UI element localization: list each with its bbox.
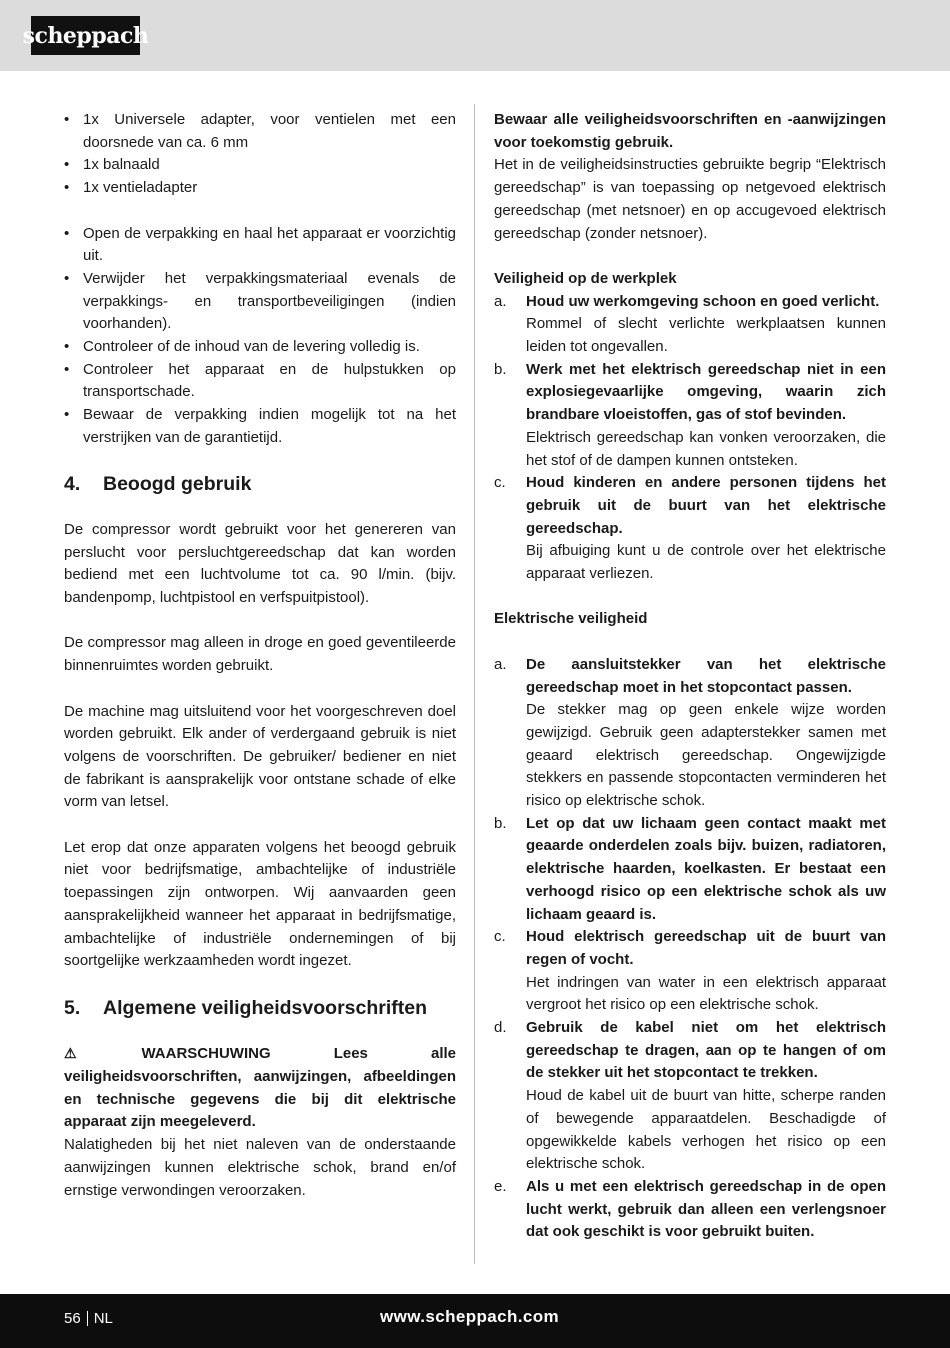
list-item: • 1x ventieladapter — [64, 177, 456, 200]
item-letter: c. — [494, 928, 506, 946]
section-5-heading — [64, 996, 456, 1020]
list-item: • Controleer het apparaat en de hulpstukken op transportschade. — [64, 359, 456, 404]
item-letter: a. — [494, 655, 507, 673]
separator — [87, 1311, 88, 1326]
item-bold: Werk met het elektrisch gereedschap niet in een explosiegevaarlijke omgeving, waarin zich brandbare vloeistoffen, gas of stof bevinden. — [526, 360, 886, 424]
section-4-heading — [64, 472, 456, 496]
page-header — [0, 0, 950, 71]
list-item: • Verwijder het verpakkingsmateriaal evenals de verpakkings- en transportbeveiligingen (indien voorhanden). — [64, 268, 456, 336]
paragraph: De machine mag uitsluitend voor het voorgeschreven doel worden gebruikt. Elk ander of verdergaand gebruik is niet volgens de voorschriften. De gebruiker/ bediener en niet de fabrikant is aansprakelijk voor ontstane schade of elke vorm van letsel. — [64, 702, 456, 811]
list-item — [494, 359, 886, 473]
list-item: • 1x Universele adapter, voor ventielen met een doorsnede van ca. 6 mm — [64, 109, 456, 154]
item-bold: Gebruik de kabel niet om het elektrisch gereedschap te dragen, aan op te hangen of om de stekker uit het stopcontact te trekken. — [526, 1019, 886, 1082]
item-text: De stekker mag op geen enkele wijze worden gewijzigd. Gebruik geen adapterstekker samen met geaard elektrisch gereedschap. Ongewijzigde stekkers en passende stopcontacten verminderen het risico op elektrische schok. — [526, 701, 886, 810]
column-divider — [474, 104, 475, 1264]
paragraph: De compressor wordt gebruikt voor het genereren van perslucht voor persluchtgereedschap dat kan worden bediend met een luchtvolume tot ca. 90 l/min. (bijv. bandenpomp, luchtpistool en verfspuitpistool). — [64, 520, 456, 607]
item-bold: De aansluitstekker van het elektrische gereedschap moet in het stopcontact passen. — [526, 655, 886, 696]
item-bold: Let op dat uw lichaam geen contact maakt met geaarde onderdelen zoals bijv. buizen, radiatoren, elektrische haarden, koelkasten. Er bestaat een verhoogd risico op een elektrische schok als uw lichaam geaard is. — [526, 814, 886, 923]
item-letter: c. — [494, 474, 506, 492]
list-item — [494, 291, 886, 359]
item-text: Bij afbuiging kunt u de controle over het elektrische apparaat verliezen. — [526, 542, 886, 583]
workplace-list — [494, 291, 886, 586]
section-title: Beoogd gebruik — [103, 473, 252, 496]
scheppach-logo: scheppach — [31, 16, 140, 55]
list-item: • Controleer of de inhoud van de levering volledig is. — [64, 336, 456, 359]
item-letter: a. — [494, 292, 507, 310]
item-text: Rommel of slecht verlichte werkplaatsen kunnen leiden tot ongevallen. — [526, 315, 886, 356]
item-text: Het indringen van water in een elektrisch apparaat vergroot het risico op een elektrische schok. — [526, 973, 886, 1014]
item-letter: d. — [494, 1019, 507, 1037]
workplace-heading: Veiligheid op de werkplek — [494, 269, 677, 287]
item-bold: Als u met een elektrisch gereedschap in de open lucht werkt, gebruik dan alleen een verlengsnoer dat ook geschikt is voor gebruikt buiten. — [526, 1178, 886, 1241]
website-link[interactable]: www.scheppach.com — [380, 1307, 560, 1326]
item-letter: b. — [494, 360, 507, 378]
list-item — [494, 813, 886, 927]
right-column — [494, 109, 886, 1244]
item-bold: Houd uw werkomgeving schoon en goed verlicht. — [526, 292, 880, 310]
language-code: NL — [93, 1310, 113, 1327]
item-bold: Houd elektrisch gereedschap uit de buurt van regen of vocht. — [526, 928, 886, 968]
electrical-list — [494, 654, 886, 1244]
list-item — [494, 472, 886, 586]
paragraph: De compressor mag alleen in droge en goed geventileerde binnenruimtes worden gebruikt. — [64, 634, 456, 675]
list-item — [494, 654, 886, 813]
item-letter: b. — [494, 814, 507, 832]
section-number: 4. — [64, 473, 81, 496]
intro-text: Het in de veiligheidsinstructies gebruikte begrip “Elektrisch gereedschap” is van toepassing op netgevoed elektrisch gereedschap (met netsnoer) en op accugevoed elektrisch gereedschap (zonder netsnoer). — [494, 156, 886, 242]
warning-bold-text: WAARSCHUWING Lees alle veiligheidsvoorschriften, aanwijzingen, afbeeldingen en technische gegevens die bij dit elektrische apparaat zijn meegeleverd. — [64, 1045, 456, 1131]
section-number: 5. — [64, 996, 81, 1019]
accessory-list — [64, 109, 456, 200]
paragraph: Let erop dat onze apparaten volgens het beoogd gebruik niet voor bedrijfsmatige, ambachtelijke of industriële toepassingen zijn ontworpen. Wij aanvaarden geen aansprakelijkheid wanneer het apparaat in bedrijfsmatige, ambachtelijke of industriële ondernemingen of bij soortgelijke werkzaamheden wordt ingezet. — [64, 838, 456, 970]
warning-text: Nalatigheden bij het niet naleven van de onderstaande aanwijzingen kunnen elektrische schok, brand en/of ernstige verwondingen veroorzaken. — [64, 1136, 456, 1199]
item-bold: Houd kinderen en andere personen tijdens het gebruik uit de buurt van het elektrische gereedschap. — [526, 474, 886, 537]
page-number — [64, 1310, 113, 1327]
intro-bold: Bewaar alle veiligheidsvoorschriften en -aanwijzingen voor toekomstig gebruik. — [494, 111, 886, 151]
list-item: • Bewaar de verpakking indien mogelijk tot na het verstrijken van de garantietijd. — [64, 404, 456, 449]
list-item — [494, 926, 886, 1017]
electrical-heading: Elektrische veiligheid — [494, 610, 648, 628]
list-item — [494, 1176, 886, 1244]
item-text: Houd de kabel uit de buurt van hitte, scherpe randen of bewegende apparaatdelen. Beschadigde of opgewikkelde kabels verhogen het risico op een elektrische schok. — [526, 1087, 886, 1173]
list-item: • Open de verpakking en haal het apparaat er voorzichtig uit. — [64, 223, 456, 268]
section-title: Algemene veiligheidsvoorschriften — [103, 996, 428, 1019]
warning-triangle-icon: ⚠ — [64, 1045, 136, 1062]
page-footer — [0, 1294, 950, 1348]
left-column — [64, 109, 456, 1202]
unpacking-list — [64, 223, 456, 450]
item-text: Elektrisch gereedschap kan vonken veroorzaken, die het stof of de dampen kunnen ontsteken. — [526, 428, 886, 469]
list-item: • 1x balnaald — [64, 154, 456, 177]
list-item — [494, 1017, 886, 1176]
page-number-value: 56 — [64, 1310, 81, 1327]
warning-paragraph — [64, 1042, 456, 1134]
item-letter: e. — [494, 1178, 507, 1195]
